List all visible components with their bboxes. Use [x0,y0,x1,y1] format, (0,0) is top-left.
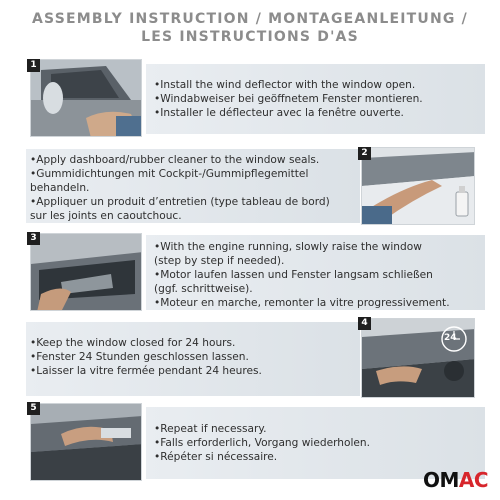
step-1-line: •Install the wind deflector with the window open. [154,79,416,91]
step-1-text [154,78,423,120]
car-window-illustration [31,60,142,137]
step-4-line: •Laisser la vitre fermée pendant 24 heures. [30,365,262,377]
step-5-line: •Répéter si nécessaire. [154,451,278,463]
step-2-line: •Gummidichtungen mit Cockpit-/Gummipflegemittel [30,168,309,180]
step-4-text [30,336,262,378]
step-5-line: •Repeat if necessary. [154,423,267,435]
closed-window-illustration [362,319,475,398]
step-5-line: •Falls erforderlich, Vorgang wiederholen. [154,437,371,449]
step-2-photo [361,147,475,225]
cleaner-spray-illustration [362,148,475,225]
step-3-band [146,235,485,310]
step-3-line: •With the engine running, slowly raise the window [154,241,422,253]
step-3-photo [30,233,142,311]
step-5-text [154,422,370,464]
title-line-2: LES INSTRUCTIONS D'AS [141,29,359,45]
step-1-band [146,64,485,134]
step-2-line: behandeln. [30,182,90,194]
repeat-illustration [31,404,142,481]
step-3-line: (step by step if needed). [154,255,285,267]
step-3-number: 3 [27,232,40,245]
step-4-photo [361,318,475,398]
step-2-number: 2 [358,147,371,160]
step-3-line: •Motor laufen lassen und Fenster langsam schließen [154,269,433,281]
omac-logo [423,468,488,492]
step-2-line: sur les joints en caoutchouc. [30,210,182,222]
page-title [0,10,500,46]
logo-part-black: OM [422,468,459,492]
step-5-photo [30,403,142,481]
step-1-photo [30,59,142,137]
title-line-1: ASSEMBLY INSTRUCTION / MONTAGEANLEITUNG / [32,11,468,27]
step-2-line: •Appliquer un produit d’entretien (type tableau de bord) [30,196,330,208]
raise-window-illustration [31,234,142,311]
step-4-line: •Fenster 24 Stunden geschlossen lassen. [30,351,249,363]
step-1-line: •Windabweiser bei geöffnetem Fenster montieren. [154,93,423,105]
step-2-line: •Apply dashboard/rubber cleaner to the window seals. [30,154,320,166]
hours-badge: 24 [444,333,457,343]
step-2-band [26,149,360,223]
step-4-band [26,322,360,396]
step-1-number: 1 [27,59,40,72]
logo-part-red: AC [458,468,488,492]
step-4-line: •Keep the window closed for 24 hours. [30,337,236,349]
step-1-line: •Installer le déflecteur avec la fenêtre ouverte. [154,107,404,119]
step-3-text [154,240,450,310]
step-3-line: •Moteur en marche, remonter la vitre progressivement. [154,297,450,309]
step-4-number: 4 [358,317,371,330]
step-2-text [30,153,330,223]
step-3-line: (ggf. schrittweise). [154,283,253,295]
step-5-number: 5 [27,402,40,415]
